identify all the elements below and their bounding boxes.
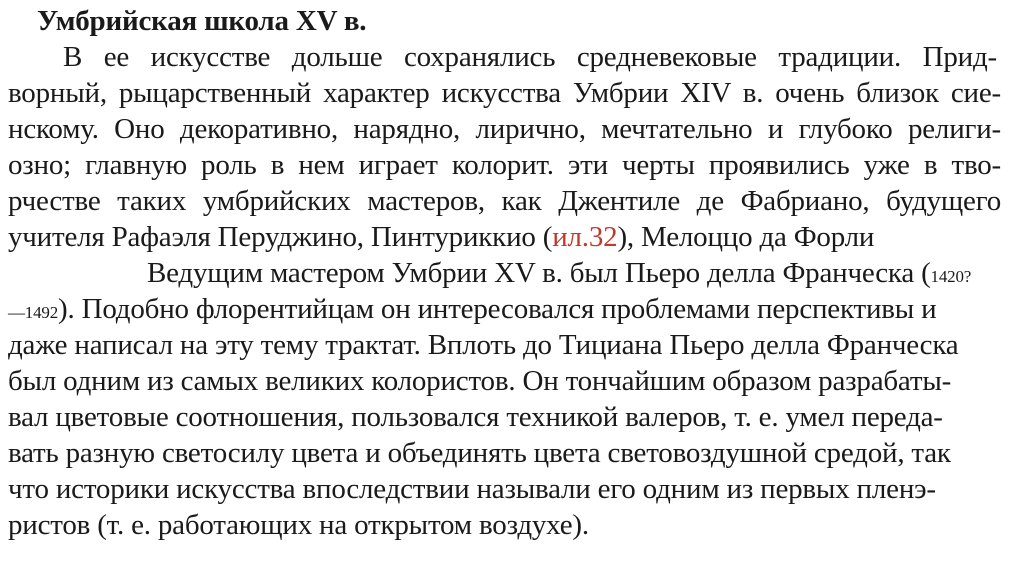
paragraph1-line-4: озно; главную роль в нем играет колорит. эти черты проявились уже в тво- — [8, 149, 1001, 181]
paragraph2-line-1-text: Ведущим мастером Умбрии XV в. был Пьеро делла Франческа ( — [147, 257, 931, 289]
paragraph2-line-8: ристов (т. е. работающих на открытом воздухе). — [8, 509, 589, 541]
paragraph2-line-6: вать разную светосилу цвета и объединять цвета световоздушной средой, так — [8, 437, 951, 469]
illustration-reference-link[interactable]: ил.32 — [552, 221, 618, 253]
paragraph2-line-3: даже написал на эту тему трактат. Вплоть до Тициана Пьеро делла Франческа — [8, 329, 959, 361]
document-heading: Умбрийская школа XV в. — [37, 5, 367, 37]
paragraph2-line-1 — [147, 256, 971, 294]
paragraph1-line-3: нскому. Оно декоративно, нарядно, лирично, мечтательно и глубоко религи- — [8, 113, 1001, 145]
death-year: —1492 — [8, 303, 59, 322]
paragraph1-line-5: рчестве таких умбрийских мастеров, как Джентиле де Фабриано, будущего — [8, 185, 1001, 217]
paragraph2-line-2 — [8, 292, 936, 330]
paragraph2-line-2-text: ). Подобно флорентийцам он интересовался проблемами перспективы и — [58, 293, 937, 325]
paragraph1-line-2: ворный, рыцарственный характер искусства Умбрии XIV в. очень близок сие- — [8, 77, 1001, 109]
birth-year: 1420? — [930, 267, 972, 286]
paragraph2-line-7: что историки искусства впоследствии называли его одним из первых пленэ- — [8, 473, 936, 505]
paragraph1-line-6-text: учителя Рафаэля Перуджино, Пинтуриккио ( — [8, 221, 553, 253]
paragraph1-line-6 — [8, 220, 874, 254]
paragraph2-line-4: был одним из самых великих колористов. Он тончайшим образом разрабаты- — [8, 365, 952, 397]
paragraph1-line-6-tail: ), Мелоццо да Форли — [617, 221, 875, 253]
paragraph2-line-5: вал цветовые соотношения, пользовался техникой валеров, т. е. умел переда- — [8, 401, 943, 433]
paragraph1-line-1: В ее искусстве дольше сохранялись средневековые традиции. Прид- — [63, 41, 997, 73]
